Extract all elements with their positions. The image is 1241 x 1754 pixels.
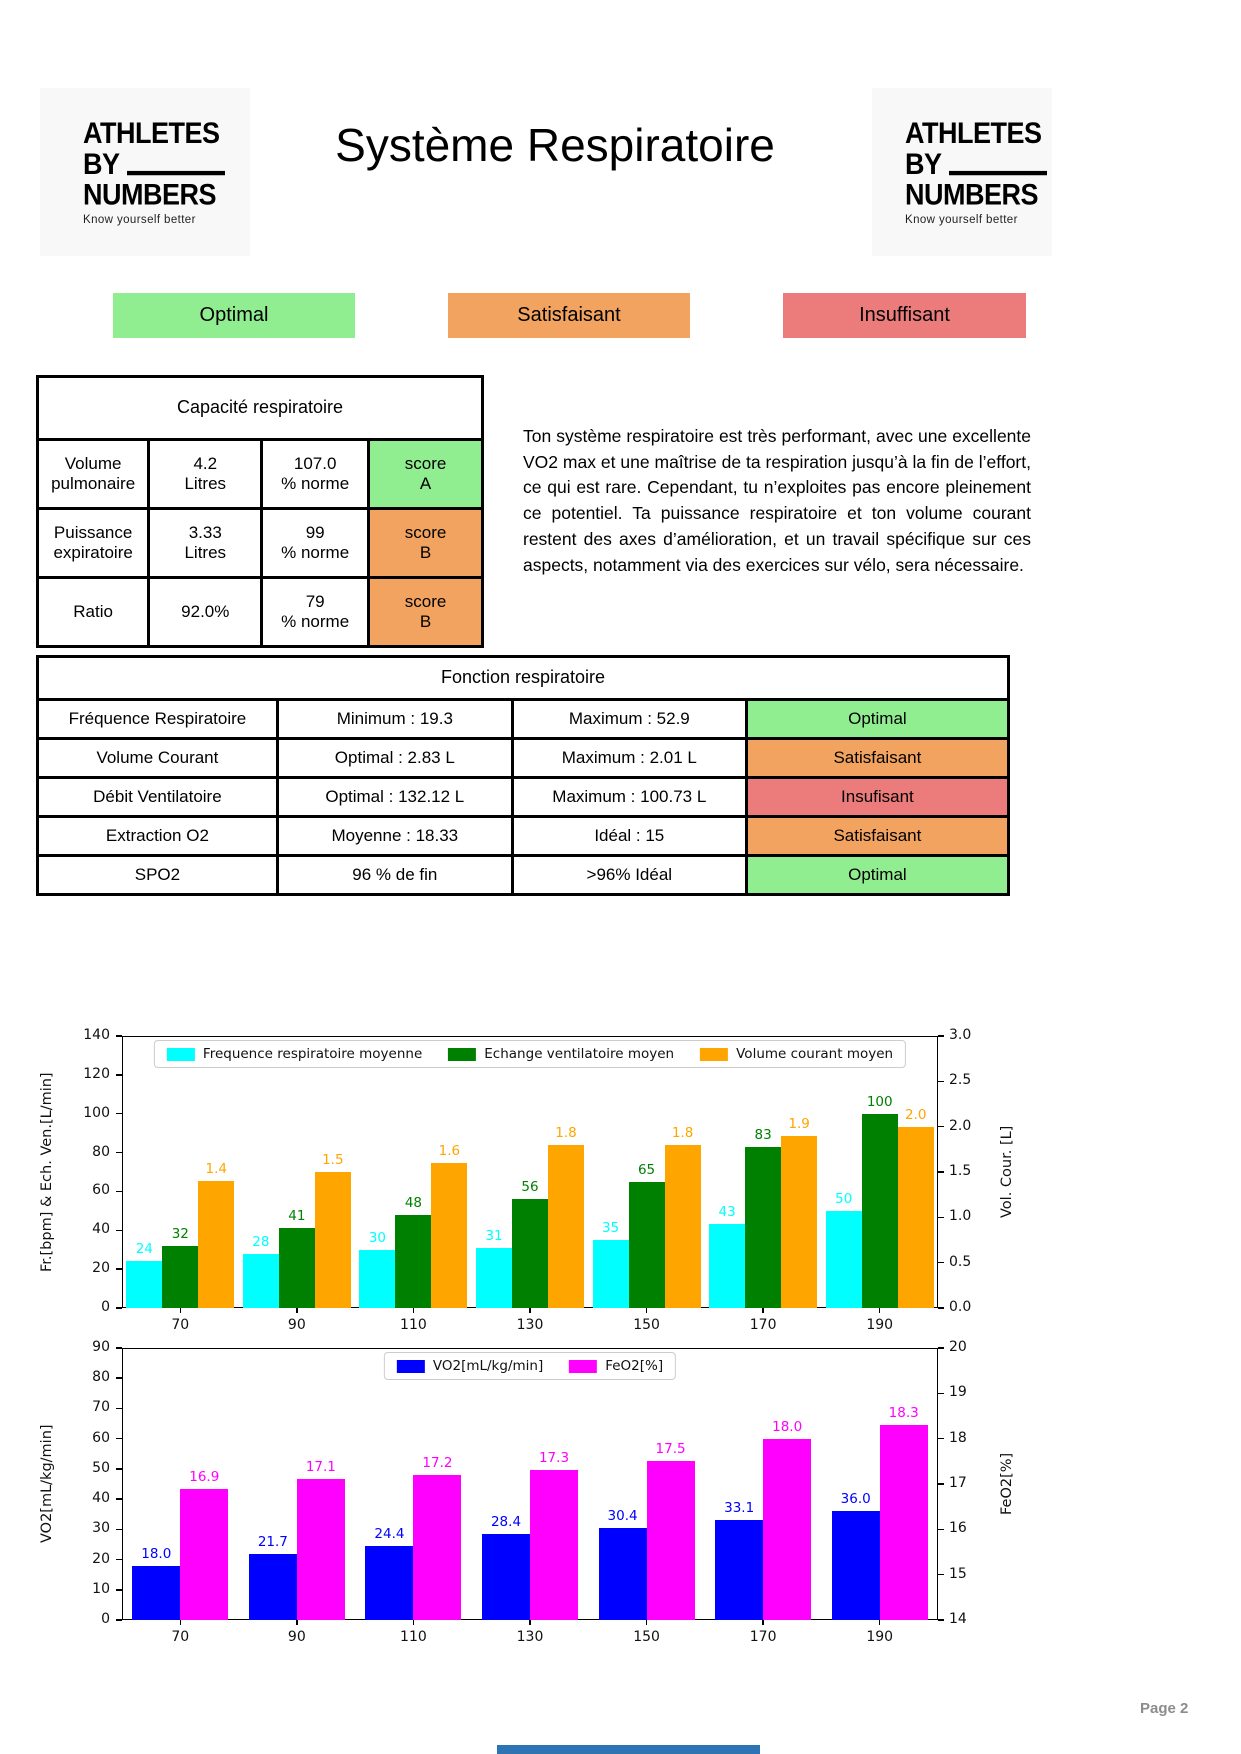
table-row [38, 700, 1009, 739]
y-axis-tick-label: 18 [949, 1429, 967, 1446]
metric-label: Puissance expiratoire [38, 509, 149, 578]
logo-rule [127, 171, 225, 175]
table-row [38, 578, 483, 647]
metric-max: Idéal : 15 [512, 817, 746, 856]
score-cell [369, 578, 483, 647]
table-row [38, 778, 1009, 817]
y-axis-tick-label: 16 [949, 1520, 967, 1537]
x-axis-tick [296, 1308, 298, 1313]
bar-value-label: 83 [754, 1126, 772, 1143]
y-axis-tick [116, 1619, 122, 1621]
y-axis-label-right: FeO2[%] [999, 1452, 1015, 1516]
legend-swatch [167, 1048, 195, 1061]
y-axis-tick-label: 0.0 [949, 1299, 972, 1315]
metric-min: 96 % de fin [277, 856, 512, 895]
metric-label: Volume Courant [38, 739, 278, 778]
status-badge-optimal: Optimal [113, 293, 355, 338]
y-axis-tick [116, 1408, 122, 1410]
y-axis-tick [938, 1529, 944, 1531]
bar [476, 1248, 512, 1308]
y-axis-tick-label: 30 [92, 1520, 110, 1537]
status-cell: Satisfaisant [746, 817, 1008, 856]
bar [431, 1163, 467, 1308]
y-axis-tick-label: 0 [101, 1299, 110, 1315]
norm-line: 99 [305, 522, 325, 542]
metric-value [149, 509, 262, 578]
score-grade: A [419, 474, 432, 493]
y-axis-tick [116, 1438, 122, 1440]
bar [395, 1215, 431, 1308]
metric-max: >96% Idéal [512, 856, 746, 895]
bar [745, 1147, 781, 1308]
y-axis-tick-label: 40 [92, 1221, 110, 1238]
bar [548, 1145, 584, 1308]
bar [365, 1546, 413, 1620]
bar-value-label: 50 [835, 1190, 853, 1207]
y-axis-tick [116, 1230, 122, 1232]
analysis-paragraph: Ton système respiratoire est très performant, avec une excellente VO2 max et une maîtrise de ta respiration jusqu’à la fin de l’effort, ce qui est rare. Cependant, tu n’exploites pas encore pleinement ce potentiel. Ta puissance respiratoire et ton volume courant restent des axes d’amélioration, et un travail spécifique sur ces aspects, notamment via des exercices sur vélo, sera nécessaire. [523, 426, 1031, 575]
bar-value-label: 28.4 [490, 1514, 522, 1531]
ventilation-chart [39, 1018, 1075, 1333]
y-axis-tick [938, 1438, 944, 1440]
metric-max: Maximum : 100.73 L [512, 778, 746, 817]
y-axis-tick-label: 20 [92, 1260, 110, 1277]
metric-max: Maximum : 2.01 L [512, 739, 746, 778]
x-axis-tick-label: 90 [287, 1629, 306, 1645]
bar-value-label: 18.0 [772, 1418, 803, 1435]
x-axis-tick-label: 190 [866, 1629, 894, 1645]
x-axis-tick [762, 1620, 764, 1625]
score-label: score [404, 591, 447, 611]
y-axis-tick [938, 1393, 944, 1395]
bar [715, 1520, 763, 1620]
value-line: 4.2 [193, 453, 218, 473]
bar [880, 1425, 928, 1620]
y-axis-tick-label: 2.0 [949, 1117, 972, 1134]
y-axis-tick-label: 80 [92, 1369, 110, 1386]
y-axis-tick [116, 1268, 122, 1270]
bar [198, 1181, 234, 1308]
legend-item [569, 1358, 663, 1374]
norm-unit-line: % norme [281, 543, 350, 562]
y-axis-tick-label: 2.5 [949, 1072, 972, 1089]
y-axis-tick [116, 1347, 122, 1349]
score-grade: B [419, 543, 432, 562]
y-axis-tick-label: 19 [949, 1384, 967, 1401]
status-cell: Optimal [746, 856, 1008, 895]
unit-line: Litres [184, 474, 227, 493]
bar-value-label: 31 [485, 1227, 503, 1244]
metric-min: Minimum : 19.3 [277, 700, 512, 739]
y-axis-label-right: Vol. Cour. [L] [999, 1125, 1015, 1219]
legend-swatch [700, 1048, 728, 1061]
bar-value-label: 17.1 [305, 1459, 336, 1476]
bar-value-label: 43 [718, 1204, 736, 1221]
metric-norm [262, 509, 369, 578]
y-axis-tick-label: 60 [92, 1182, 110, 1199]
y-axis-tick [938, 1171, 944, 1173]
metric-value [149, 440, 262, 509]
x-axis-tick [762, 1308, 764, 1313]
bar [297, 1479, 345, 1620]
table-row [38, 440, 483, 509]
norm-line: 79 [305, 591, 325, 611]
y-axis-tick [116, 1498, 122, 1500]
bar-value-label: 28 [252, 1233, 270, 1250]
value-line: 92.0% [181, 601, 230, 621]
legend-item [700, 1046, 893, 1062]
legend-item [397, 1358, 543, 1374]
value-line: 3.33 [188, 522, 222, 542]
y-axis-tick-label: 17 [949, 1475, 967, 1491]
bar [763, 1439, 811, 1620]
y-axis-tick [938, 1262, 944, 1264]
bar-value-label: 33.1 [724, 1499, 755, 1516]
bar [832, 1511, 880, 1620]
x-axis-tick [879, 1620, 881, 1625]
y-axis-tick-label: 90 [92, 1339, 110, 1355]
y-axis-tick-label: 50 [92, 1459, 110, 1476]
y-axis-tick-label: 80 [92, 1143, 110, 1160]
y-axis-tick-label: 20 [949, 1339, 967, 1355]
y-axis-tick [116, 1074, 122, 1076]
bar-value-label: 30 [368, 1229, 387, 1246]
score-label: score [404, 453, 447, 473]
logo-tagline: Know yourself better [905, 213, 1018, 226]
x-axis-tick-label: 150 [633, 1629, 660, 1645]
bar-value-label: 1.8 [555, 1124, 577, 1141]
y-axis-tick [116, 1377, 122, 1379]
athletes-by-numbers-logo [905, 118, 1047, 211]
bar [162, 1246, 198, 1308]
score-cell [369, 509, 483, 578]
y-axis-tick [938, 1035, 944, 1037]
legend-swatch [569, 1360, 597, 1373]
y-axis-tick [938, 1307, 944, 1309]
table-row [38, 856, 1009, 895]
norm-unit-line: % norme [281, 612, 350, 631]
score-cell [369, 440, 483, 509]
page-number: Page 2 [1140, 1700, 1189, 1717]
y-axis-tick [116, 1035, 122, 1037]
logo-left [40, 88, 250, 256]
logo-right [872, 88, 1052, 256]
y-axis-tick-label: 120 [83, 1065, 110, 1082]
status-cell: Insufisant [746, 778, 1008, 817]
bar [530, 1470, 578, 1620]
bar [593, 1240, 629, 1308]
score-grade: B [419, 612, 432, 631]
metric-norm [262, 440, 369, 509]
x-axis-tick [180, 1620, 182, 1625]
status-badge-insuffisant: Insuffisant [783, 293, 1026, 338]
y-axis-tick [116, 1307, 122, 1309]
x-axis-tick-label: 110 [400, 1629, 427, 1645]
legend-swatch [448, 1048, 476, 1061]
bar-value-label: 18.0 [141, 1545, 172, 1562]
legend-item [167, 1046, 422, 1062]
y-axis-tick-label: 60 [92, 1429, 110, 1446]
y-axis-tick [938, 1081, 944, 1083]
chart-legend [384, 1352, 676, 1380]
bar-value-label: 32 [171, 1225, 189, 1242]
x-axis-tick-label: 170 [749, 1317, 777, 1333]
logo-line3: NUMBERS [905, 178, 1039, 212]
legend-item [448, 1046, 674, 1062]
bar-value-label: 1.4 [205, 1161, 228, 1178]
y-axis-tick-label: 0.5 [949, 1253, 972, 1270]
bar [359, 1250, 395, 1308]
function-table [36, 655, 1010, 896]
table-row [38, 509, 483, 578]
x-axis-tick [529, 1308, 531, 1313]
bar-value-label: 30.4 [607, 1508, 638, 1525]
x-axis-tick-label: 70 [171, 1317, 190, 1333]
capacity-table-title: Capacité respiratoire [38, 377, 483, 440]
y-axis-tick [116, 1559, 122, 1561]
bar [249, 1554, 297, 1620]
bar [126, 1261, 162, 1308]
x-axis-tick [413, 1620, 415, 1625]
y-axis-tick-label: 3.0 [949, 1027, 972, 1043]
logo-line2: BY [83, 149, 225, 180]
metric-label: Débit Ventilatoire [38, 778, 278, 817]
metric-min: Moyenne : 18.33 [277, 817, 512, 856]
y-axis-tick [938, 1574, 944, 1576]
bar-value-label: 56 [521, 1179, 539, 1196]
metric-min: Optimal : 2.83 L [277, 739, 512, 778]
bar-value-label: 24.4 [374, 1526, 405, 1543]
y-axis-tick [116, 1468, 122, 1470]
status-cell: Satisfaisant [746, 739, 1008, 778]
x-axis-tick-label: 130 [516, 1629, 544, 1645]
bar [898, 1127, 934, 1308]
footer-blue-bar [497, 1745, 760, 1754]
bar-value-label: 17.2 [422, 1454, 453, 1471]
bar [599, 1528, 647, 1620]
bar-value-label: 100 [866, 1093, 893, 1110]
legend-label: Frequence respiratoire moyenne [202, 1046, 423, 1062]
y-axis-tick-label: 1.5 [949, 1163, 972, 1179]
vo2-feo2-chart [39, 1330, 1075, 1660]
y-axis-tick [938, 1217, 944, 1219]
y-axis-tick [938, 1483, 944, 1485]
y-axis-tick-label: 10 [92, 1580, 110, 1597]
x-axis-tick [646, 1308, 648, 1313]
y-axis-tick-label: 0 [101, 1611, 110, 1627]
bar [826, 1211, 862, 1308]
y-axis-tick-label: 1.0 [949, 1208, 972, 1225]
x-axis-tick [529, 1620, 531, 1625]
y-axis-label-left: VO2[mL/kg/min] [39, 1424, 55, 1544]
bar-value-label: 16.9 [189, 1468, 220, 1485]
unit-line: Litres [184, 543, 227, 562]
bar [180, 1489, 228, 1620]
y-axis-tick [116, 1191, 122, 1193]
metric-min: Optimal : 132.12 L [277, 778, 512, 817]
bar-value-label: 24 [135, 1241, 153, 1258]
capacity-table [36, 375, 484, 648]
status-cell: Optimal [746, 700, 1008, 739]
y-axis-tick-label: 20 [92, 1550, 110, 1567]
bar-value-label: 1.5 [322, 1152, 344, 1168]
bar-value-label: 17.5 [655, 1441, 686, 1458]
bar [279, 1228, 315, 1308]
legend-label: Echange ventilatoire moyen [484, 1046, 675, 1062]
x-axis-tick [296, 1620, 298, 1625]
bar [781, 1136, 817, 1308]
logo-tagline: Know yourself better [83, 213, 196, 226]
metric-label: Ratio [38, 578, 149, 647]
y-axis-tick [116, 1589, 122, 1591]
bar-value-label: 2.0 [904, 1106, 927, 1123]
bar [413, 1475, 461, 1620]
table-row [38, 739, 1009, 778]
x-axis-tick-label: 130 [516, 1317, 544, 1333]
bar [512, 1199, 548, 1308]
function-table-title: Fonction respiratoire [38, 657, 1009, 700]
metric-label: Volume pulmonaire [38, 440, 149, 509]
logo-line3: NUMBERS [83, 178, 217, 212]
score-label: score [404, 522, 447, 542]
chart-legend [154, 1040, 906, 1068]
metric-value [149, 578, 262, 647]
x-axis-tick [413, 1308, 415, 1313]
bar-value-label: 36.0 [840, 1491, 871, 1508]
logo-line1: ATHLETES [905, 116, 1042, 150]
bar-value-label: 1.6 [438, 1142, 461, 1159]
x-axis-tick [180, 1308, 182, 1313]
table-header-row [38, 657, 1009, 700]
logo-line2: BY [905, 149, 1047, 180]
metric-label: SPO2 [38, 856, 278, 895]
x-axis-tick [879, 1308, 881, 1313]
x-axis-tick-label: 190 [866, 1317, 894, 1333]
y-axis-tick-label: 140 [83, 1027, 110, 1043]
bar [629, 1182, 665, 1308]
x-axis-tick [646, 1620, 648, 1625]
y-axis-tick [938, 1619, 944, 1621]
legend-swatch [397, 1360, 425, 1373]
table-row [38, 817, 1009, 856]
bar-value-label: 48 [404, 1194, 423, 1211]
bar-value-label: 21.7 [257, 1534, 288, 1551]
bar [482, 1534, 530, 1620]
bar [665, 1145, 701, 1308]
bar-value-label: 18.3 [888, 1405, 919, 1422]
y-axis-tick [116, 1152, 122, 1154]
x-axis-tick-label: 70 [171, 1629, 190, 1645]
norm-line: 107.0 [293, 453, 337, 473]
bar-value-label: 17.3 [538, 1450, 570, 1467]
x-axis-tick-label: 170 [749, 1629, 777, 1645]
bar [647, 1461, 695, 1620]
bar-value-label: 65 [637, 1161, 656, 1178]
y-axis-tick-label: 100 [83, 1104, 110, 1121]
athletes-by-numbers-logo [83, 118, 225, 211]
logo-rule [949, 171, 1047, 175]
y-axis-tick [116, 1529, 122, 1531]
metric-label: Fréquence Respiratoire [38, 700, 278, 739]
y-axis-label-left: Fr.[bpm] & Ech. Ven.[L/min] [39, 1072, 55, 1272]
metric-max: Maximum : 52.9 [512, 700, 746, 739]
bar-value-label: 1.9 [788, 1115, 810, 1132]
legend-label: FeO2[%] [605, 1358, 664, 1374]
y-axis-tick [938, 1126, 944, 1128]
x-axis-tick-label: 90 [287, 1317, 306, 1333]
legend-label: Volume courant moyen [736, 1046, 894, 1062]
y-axis-tick-label: 40 [92, 1490, 110, 1507]
bar [709, 1224, 745, 1308]
page-title: Système Respiratoire [335, 119, 775, 171]
table-header-row [38, 377, 483, 440]
y-axis-tick [938, 1347, 944, 1349]
status-badge-satisfaisant: Satisfaisant [448, 293, 690, 338]
y-axis-tick [116, 1113, 122, 1115]
y-axis-tick-label: 14 [949, 1611, 967, 1627]
logo-line1: ATHLETES [83, 116, 220, 150]
y-axis-tick-label: 15 [949, 1565, 967, 1582]
y-axis-tick-label: 70 [92, 1399, 110, 1416]
bar [243, 1254, 279, 1308]
bar [132, 1566, 180, 1620]
bar-value-label: 35 [601, 1220, 620, 1236]
bar [315, 1172, 351, 1308]
legend-label: VO2[mL/kg/min] [432, 1358, 544, 1374]
bar-value-label: 1.8 [671, 1124, 694, 1141]
metric-norm [262, 578, 369, 647]
x-axis-tick-label: 110 [400, 1317, 427, 1333]
bar [862, 1114, 898, 1308]
norm-unit-line: % norme [281, 474, 350, 493]
x-axis-tick-label: 150 [633, 1317, 660, 1333]
bar-value-label: 41 [288, 1208, 306, 1225]
metric-label: Extraction O2 [38, 817, 278, 856]
